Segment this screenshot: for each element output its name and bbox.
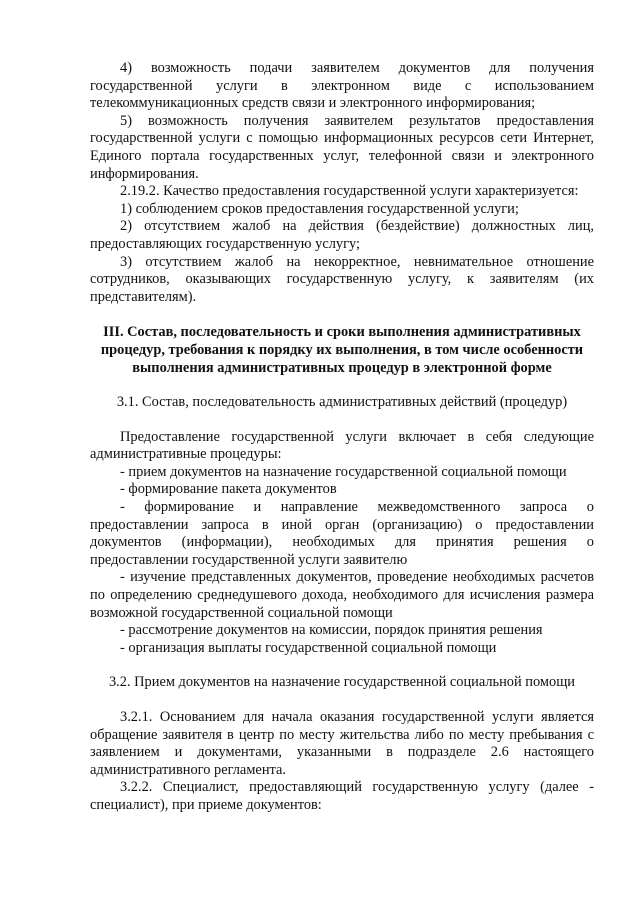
- paragraph-3-2-1: 3.2.1. Основанием для начала оказания государственной услуги является обращение заявителя в центр по месту жительства либо по месту пребывания с заявлением и документами, указанными в подразделе 2.6 настоящего административного регламента.: [90, 709, 594, 778]
- procedure-item: - формирование пакета документов: [120, 481, 337, 498]
- quality-item-3: 3) отсутствием жалоб на некорректное, невнимательное отношение сотрудников, оказывающих государственную услугу, к заявителям (их представителям).: [90, 253, 594, 305]
- paragraph-item-4: 4) возможность подачи заявителем документов для получения государственной услуги в электронном виде с использованием телекоммуникационных средств связи и электронного информирования;: [90, 60, 594, 112]
- spacer: [90, 412, 594, 429]
- procedure-item: - формирование и направление межведомственного запроса о предоставлении запроса в иной орган (организацию) о предоставлении документов (информации), необходимых для принятия решения о предоставлении государственной услуги заявителю: [90, 499, 594, 568]
- quality-item-1: 1) соблюдением сроков предоставления государственной услуги;: [120, 200, 519, 217]
- procedure-item: - изучение представленных документов, проведение необходимых расчетов по определению среднедушевого дохода, необходимого для исчисления размера возможной государственной социальной помощи: [90, 569, 594, 621]
- spacer: [90, 657, 594, 674]
- paragraph-2-19-2: 2.19.2. Качество предоставления государственной услуги характеризуется:: [120, 183, 579, 200]
- paragraph-item-5: 5) возможность получения заявителем результатов предоставления государственной услуги с помощью информационных ресурсов сети Интернет, Единого портала государственных услуг, телефонной связи и электронного информирования.: [90, 112, 594, 182]
- procedure-item: - организация выплаты государственной социальной помощи: [120, 639, 497, 656]
- quality-item-2: 2) отсутствием жалоб на действия (бездействие) должностных лиц, предоставляющих государственную услугу;: [90, 218, 594, 252]
- procedure-item: - прием документов на назначение государственной социальной помощи: [120, 463, 567, 480]
- spacer: [90, 377, 594, 394]
- procedure-item: - рассмотрение документов на комиссии, порядок принятия решения: [120, 622, 543, 639]
- subsection-3-1-title: 3.1. Состав, последовательность административных действий (процедур): [116, 394, 568, 411]
- procedures-intro: Предоставление государственной услуги включает в себя следующие административные процедуры:: [90, 428, 594, 463]
- spacer: [90, 692, 594, 709]
- section-3-heading: III. Состав, последовательность и сроки выполнения административных процедур, требования к порядку их выполнения, в том числе особенности выполнения административных процедур в электронной форме: [100, 324, 584, 376]
- subsection-3-2-title: 3.2. Прием документов на назначение государственной социальной помощи: [108, 674, 576, 691]
- paragraph-3-2-2: 3.2.2. Специалист, предоставляющий государственную услугу (далее - специалист), при приеме документов:: [90, 779, 594, 813]
